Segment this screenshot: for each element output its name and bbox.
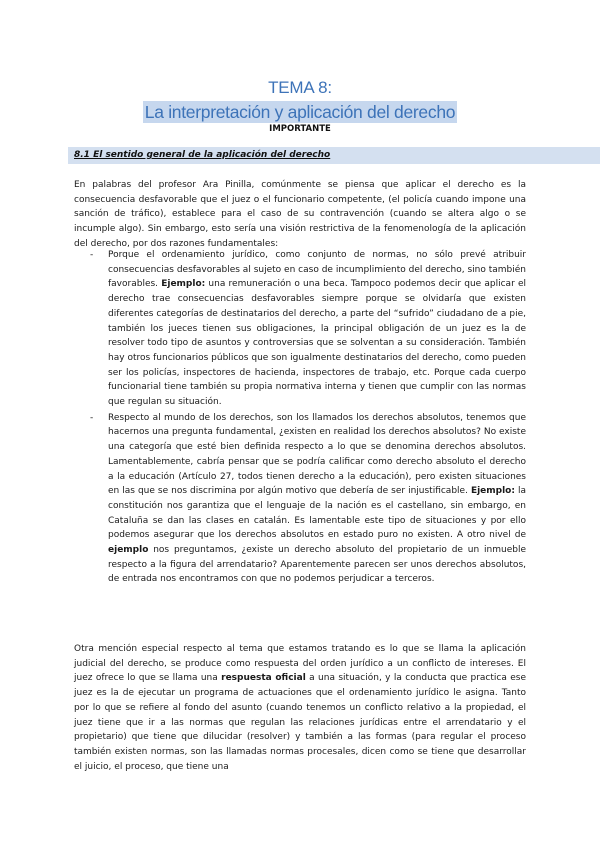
bullet-dash: - [90,250,94,260]
importante-label: IMPORTANTE [269,124,331,134]
bullet-text: nos preguntamos, ¿existe un derecho absoluto del propietario de un inmueble respecto a la figura del arrendatario? Aparentemente parecen ser unos derechos absolutos, de entrada nos encontramos con que no podemos perjudicar a terceros. [108,545,526,585]
paragraph-text: Otra mención especial respecto al tema que estamos tratando es lo que se llama la aplicación judicial del derecho, se produce como respuesta del orden jurídico a un conflicto de intereses. El juez ofrece lo que se llama una [74,644,526,684]
list-item [90,248,526,410]
bullet-dash: - [90,412,94,423]
bold-text: Ejemplo: [161,279,206,290]
subtitle-wrap [0,101,600,123]
bullet-text: Porque el ordenamiento jurídico, como conjunto de normas, no sólo prevé atribuir consecuencias desfavorables al sujeto en caso de incumplimiento del derecho, sino también favorables. [108,250,526,290]
bold-text: ejemplo [108,545,149,556]
bold-text: respuesta oficial [221,673,306,684]
list-item [90,411,526,587]
bullet-text: una remuneración o una beca. Tampoco podemos decir que aplicar el derecho trae consecuencias desfavorables siempre porque se olvidaría que existen diferentes categorías de destinatarios del derecho, a parte del “sufrido” ciudadano de a pie, también los jueces tienen sus obligaciones, la principal obligación de un juez es la de resolver todo tipo de asuntos y controversias que se solventan a su consideración. También hay otros funcionarios públicos que son igualmente destinatarios del derecho, como pueden ser los policías, inspectores de hacienda, inspectores de trabajo, etc. Porque cada cuerpo funcionarial tiene también su propia normativa interna y tienen que cumplir con las normas que regulan su situación. [108,279,526,408]
page-subtitle: La interpretación y aplicación del derecho [144,102,456,122]
bullet-text: la constitución nos garantiza que el lenguaje de la nación es el castellano, sin embargo, en Cataluña se dan las clases en catalán. Es lamentable este tipo de situaciones y por ello podemos asegurar que los derechos absolutos en estado puro no existen. A otro nivel de [108,486,526,541]
page-title: TEMA 8: [268,78,332,97]
bullet-text: Respecto al mundo de los derechos, son los llamados los derechos absolutos, tenemos que hacernos una pregunta fundamental, ¿existen en realidad los derechos absolutos? No existe una categoría que esté bien definida respecto a lo que se denomina derechos absolutos. Lamentablemente, cabría pensar que se podría calificar como derecho absoluto el derecho a la educación (Artículo 27, todos tienen derecho a la educación), pero existen situaciones en las que se nos discrimina por algún motivo que debería de ser injustificable. [108,412,526,497]
bold-text: Ejemplo: [470,486,515,497]
section-title: 8.1 El sentido general de la aplicación del derecho [74,150,331,160]
paragraph-text: a una situación, y la conducta que practica ese juez es la de ejecutar un programa de actuaciones que el ordenamiento jurídico le asigna. Tanto por lo que se refiere al fondo del asunto (cuando tenemos un conflicto relativo a la propiedad, el juez tiene que ir a las normas que regulan las relaciones jurídicas entre el arrendatario y el propietario) que tiene que dilucidar (resolver) y también a las formas (para regular el proceso también existen normas, son las llamadas normas procesales, dicen como se tiene que desarrollar el juicio, el proceso, que tiene una [74,673,527,772]
body-paragraph [74,642,526,774]
intro-paragraph: En palabras del profesor Ara Pinilla, comúnmente se piensa que aplicar el derecho es la consecuencia desfavorable que el juez o el funcionario competente, (el policía cuando impone una sanción de tráfico), establece para el caso de su contravención (cuando se altera algo o se incumple algo). Sin embargo, esto sería una visión restrictiva de la fenomenología de la aplicación del derecho, por dos razones fundamentales: [74,180,526,249]
bullet-list [90,248,526,587]
